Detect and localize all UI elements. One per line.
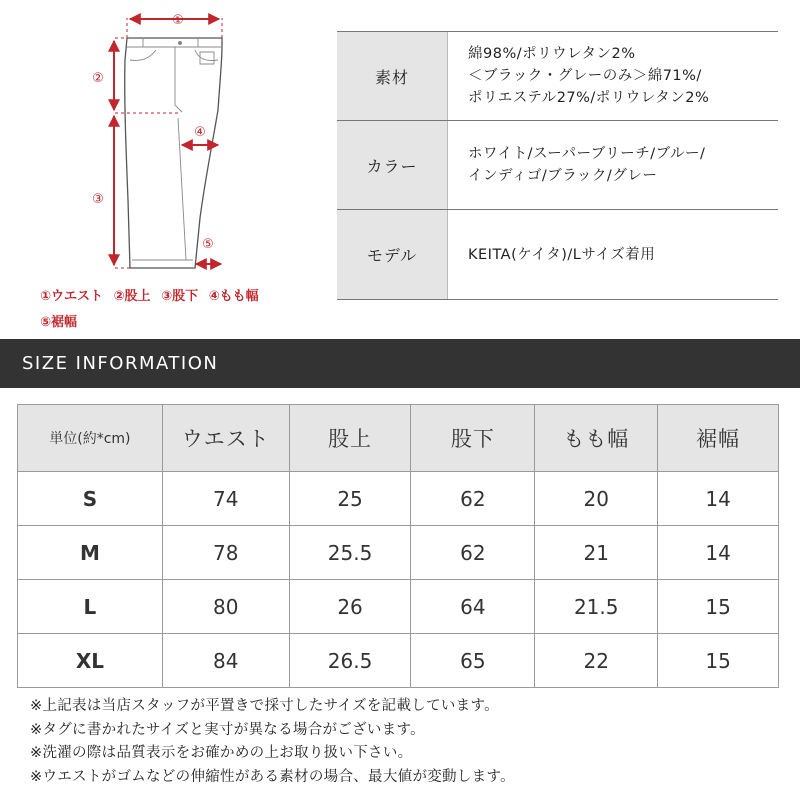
rise-cell: 26.5	[289, 634, 411, 688]
legend-thigh: ④もも幅	[208, 289, 259, 304]
rise-cell: 26	[289, 580, 411, 634]
pants-illustration	[0, 0, 320, 285]
spec-value-line: ホワイト/スーパーブリーチ/ブルー/	[468, 146, 706, 162]
legend-rise: ②股上	[113, 289, 151, 304]
inseam-cell: 64	[411, 580, 535, 634]
table-row	[18, 526, 779, 580]
inseam-cell: 62	[411, 526, 535, 580]
thigh-cell: 21	[535, 526, 658, 580]
note-line: ※洗濯の際は品質表示をお確かめの上お取り扱い下さい。	[30, 745, 413, 761]
thigh-cell: 20	[535, 472, 658, 526]
marker-rise: ②	[92, 71, 104, 86]
spec-label: 素材	[337, 32, 448, 120]
thigh-cell: 21.5	[535, 580, 658, 634]
waist-cell: 84	[162, 634, 289, 688]
spec-label: モデル	[337, 210, 448, 299]
hem-cell: 15	[658, 634, 779, 688]
spec-value-line: ＜ブラック・グレーのみ＞綿71%/	[468, 68, 702, 84]
note-line: ※上記表は当店スタッフが平置きで採寸したサイズを記載しています。	[30, 698, 499, 714]
size-cell: L	[18, 580, 163, 634]
spec-value	[448, 121, 778, 209]
size-notes	[30, 695, 515, 789]
table-row	[18, 472, 779, 526]
size-cell: S	[18, 472, 163, 526]
rise-cell: 25.5	[289, 526, 411, 580]
header-unit: 単位(約*cm)	[18, 405, 163, 472]
diagram-legend-row2	[40, 311, 83, 330]
legend-hem: ⑤裾幅	[40, 315, 78, 330]
marker-waist: ①	[172, 13, 184, 28]
product-spec-table	[337, 31, 778, 300]
header-rise: 股上	[289, 405, 411, 472]
rise-cell: 25	[289, 472, 411, 526]
size-information-header	[0, 339, 800, 388]
header-waist: ウエスト	[162, 405, 289, 472]
marker-inseam: ③	[92, 192, 104, 207]
inseam-cell: 62	[411, 472, 535, 526]
spec-row-model	[337, 210, 778, 300]
thigh-cell: 22	[535, 634, 658, 688]
waist-cell: 80	[162, 580, 289, 634]
size-table-header-row	[18, 405, 779, 472]
spec-value	[448, 32, 778, 120]
hem-cell: 14	[658, 526, 779, 580]
table-row	[18, 634, 779, 688]
inseam-cell: 65	[411, 634, 535, 688]
spec-value	[448, 210, 778, 299]
hem-cell: 14	[658, 472, 779, 526]
legend-waist: ①ウエスト	[40, 289, 104, 304]
header-thigh: もも幅	[535, 405, 658, 472]
spec-label: カラー	[337, 121, 448, 209]
spec-value-line: 綿98%/ポリウレタン2%	[468, 46, 636, 62]
size-information-title: SIZE INFORMATION	[22, 353, 219, 374]
waist-cell: 74	[162, 472, 289, 526]
header-inseam: 股下	[411, 405, 535, 472]
marker-thigh: ④	[194, 125, 206, 140]
size-cell: M	[18, 526, 163, 580]
note-line: ※ウエストがゴムなどの伸縮性がある素材の場合、最大値が変動します。	[30, 768, 515, 785]
spec-row-color	[337, 121, 778, 210]
note-line: ※タグに書かれたサイズと実寸が異なる場合がございます。	[30, 721, 425, 738]
spec-value-line: インディゴ/ブラック/グレー	[468, 168, 658, 184]
waist-cell: 78	[162, 526, 289, 580]
marker-hem: ⑤	[202, 237, 214, 252]
spec-row-material	[337, 32, 778, 121]
measurement-diagram	[0, 0, 320, 340]
header-hem: 裾幅	[658, 405, 779, 472]
spec-value-line: KEITA(ケイタ)/Lサイズ着用	[468, 246, 656, 263]
spec-value-line: ポリエステル27%/ポリウレタン2%	[468, 90, 710, 106]
size-cell: XL	[18, 634, 163, 688]
size-table	[17, 404, 779, 688]
legend-inseam: ③股下	[161, 289, 199, 304]
diagram-legend-row1	[40, 285, 265, 304]
hem-cell: 15	[658, 580, 779, 634]
table-row	[18, 580, 779, 634]
